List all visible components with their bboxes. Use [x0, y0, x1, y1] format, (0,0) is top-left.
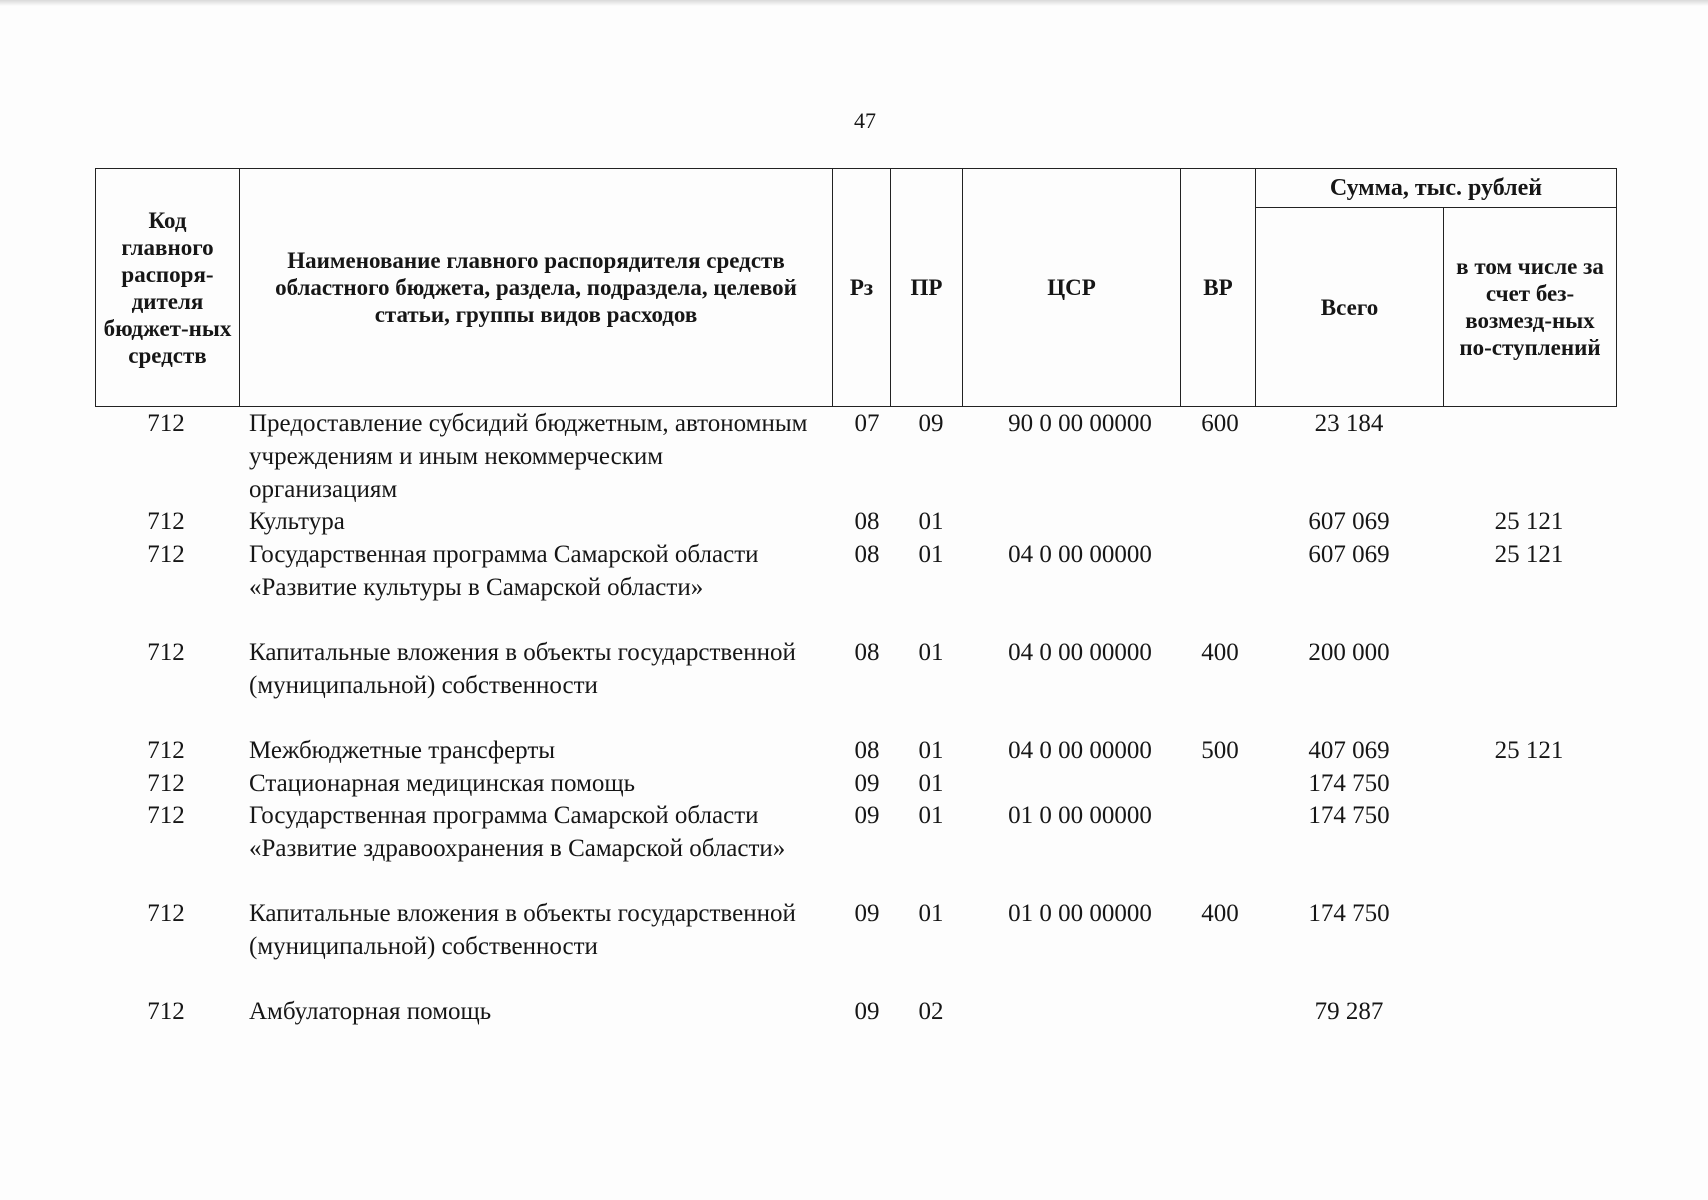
- header-free: в том числе за счет без-возмезд-ных по-ступлений: [1456, 254, 1604, 360]
- cell-rz: 07: [854, 410, 880, 437]
- cell-name: Культура: [249, 508, 345, 535]
- cell-pr: 01: [918, 639, 944, 666]
- cell-pr: 01: [918, 900, 944, 927]
- cell-total: 174 750: [1308, 770, 1390, 797]
- cell-pr: 01: [918, 737, 944, 764]
- cell-vr: 400: [1201, 639, 1239, 666]
- cell-csr: 90 0 00 00000: [1008, 410, 1152, 437]
- cell-rz: 08: [854, 639, 880, 666]
- cell-total: 174 750: [1308, 900, 1390, 927]
- cell-name: Амбулаторная помощь: [249, 998, 492, 1025]
- cell-csr: 04 0 00 00000: [1008, 639, 1152, 666]
- cell-code: 712: [147, 900, 185, 927]
- cell-csr: 01 0 00 00000: [1008, 900, 1152, 927]
- cell-csr: 04 0 00 00000: [1008, 541, 1152, 568]
- cell-name: Государственная программа Самарской области «Развитие здравоохранения в Самарской области»: [249, 802, 786, 862]
- cell-total: 607 069: [1308, 541, 1390, 568]
- scan-top-edge: [0, 0, 1708, 6]
- cell-csr: 04 0 00 00000: [1008, 737, 1152, 764]
- table-header: [95, 168, 1617, 407]
- cell-total: 407 069: [1308, 737, 1390, 764]
- cell-rz: 08: [854, 541, 880, 568]
- cell-pr: 02: [918, 998, 944, 1025]
- cell-name: Капитальные вложения в объекты государственной (муниципальной) собственности: [249, 639, 796, 699]
- cell-vr: 400: [1201, 900, 1239, 927]
- cell-code: 712: [147, 410, 185, 437]
- cell-code: 712: [147, 541, 185, 568]
- page-number: 47: [854, 108, 876, 133]
- cell-total: 79 287: [1314, 998, 1384, 1025]
- cell-pr: 09: [918, 410, 944, 437]
- cell-pr: 01: [918, 802, 944, 829]
- cell-free: 25 121: [1494, 737, 1564, 764]
- cell-code: 712: [147, 737, 185, 764]
- cell-code: 712: [147, 639, 185, 666]
- header-rz: Рз: [833, 169, 891, 406]
- cell-rz: 08: [854, 737, 880, 764]
- cell-rz: 09: [854, 802, 880, 829]
- cell-name: Капитальные вложения в объекты государственной (муниципальной) собственности: [249, 900, 796, 960]
- header-total: Всего: [1256, 208, 1444, 406]
- cell-code: 712: [147, 508, 185, 535]
- cell-free: 25 121: [1494, 508, 1564, 535]
- header-vr: ВР: [1181, 169, 1256, 406]
- cell-name: Стационарная медицинская помощь: [249, 770, 636, 797]
- header-sum-title: Сумма, тыс. рублей: [1256, 169, 1616, 208]
- cell-total: 607 069: [1308, 508, 1390, 535]
- cell-name: Межбюджетные трансферты: [249, 737, 556, 764]
- cell-code: 712: [147, 998, 185, 1025]
- cell-vr: 600: [1201, 410, 1239, 437]
- cell-pr: 01: [918, 770, 944, 797]
- cell-code: 712: [147, 802, 185, 829]
- cell-name: Государственная программа Самарской области «Развитие культуры в Самарской области»: [249, 541, 759, 601]
- cell-rz: 08: [854, 508, 880, 535]
- cell-rz: 09: [854, 998, 880, 1025]
- cell-rz: 09: [854, 770, 880, 797]
- cell-free: 25 121: [1494, 541, 1564, 568]
- header-name: Наименование главного распорядителя средств областного бюджета, раздела, подраздела, целевой статьи, группы видов расходов: [240, 169, 833, 406]
- cell-code: 712: [147, 770, 185, 797]
- header-sum-group: [1256, 169, 1616, 406]
- cell-total: 23 184: [1314, 410, 1384, 437]
- cell-pr: 01: [918, 508, 944, 535]
- cell-pr: 01: [918, 541, 944, 568]
- cell-rz: 09: [854, 900, 880, 927]
- header-pr: ПР: [891, 169, 963, 406]
- header-code: Код главного распоря-дителя бюджет-ных средств: [96, 169, 240, 406]
- header-csr: ЦСР: [963, 169, 1181, 406]
- cell-total: 200 000: [1308, 639, 1390, 666]
- cell-total: 174 750: [1308, 802, 1390, 829]
- cell-name: Предоставление субсидий бюджетным, автономным учреждениям и иным некоммерческим организациям: [249, 410, 808, 503]
- cell-vr: 500: [1201, 737, 1239, 764]
- cell-csr: 01 0 00 00000: [1008, 802, 1152, 829]
